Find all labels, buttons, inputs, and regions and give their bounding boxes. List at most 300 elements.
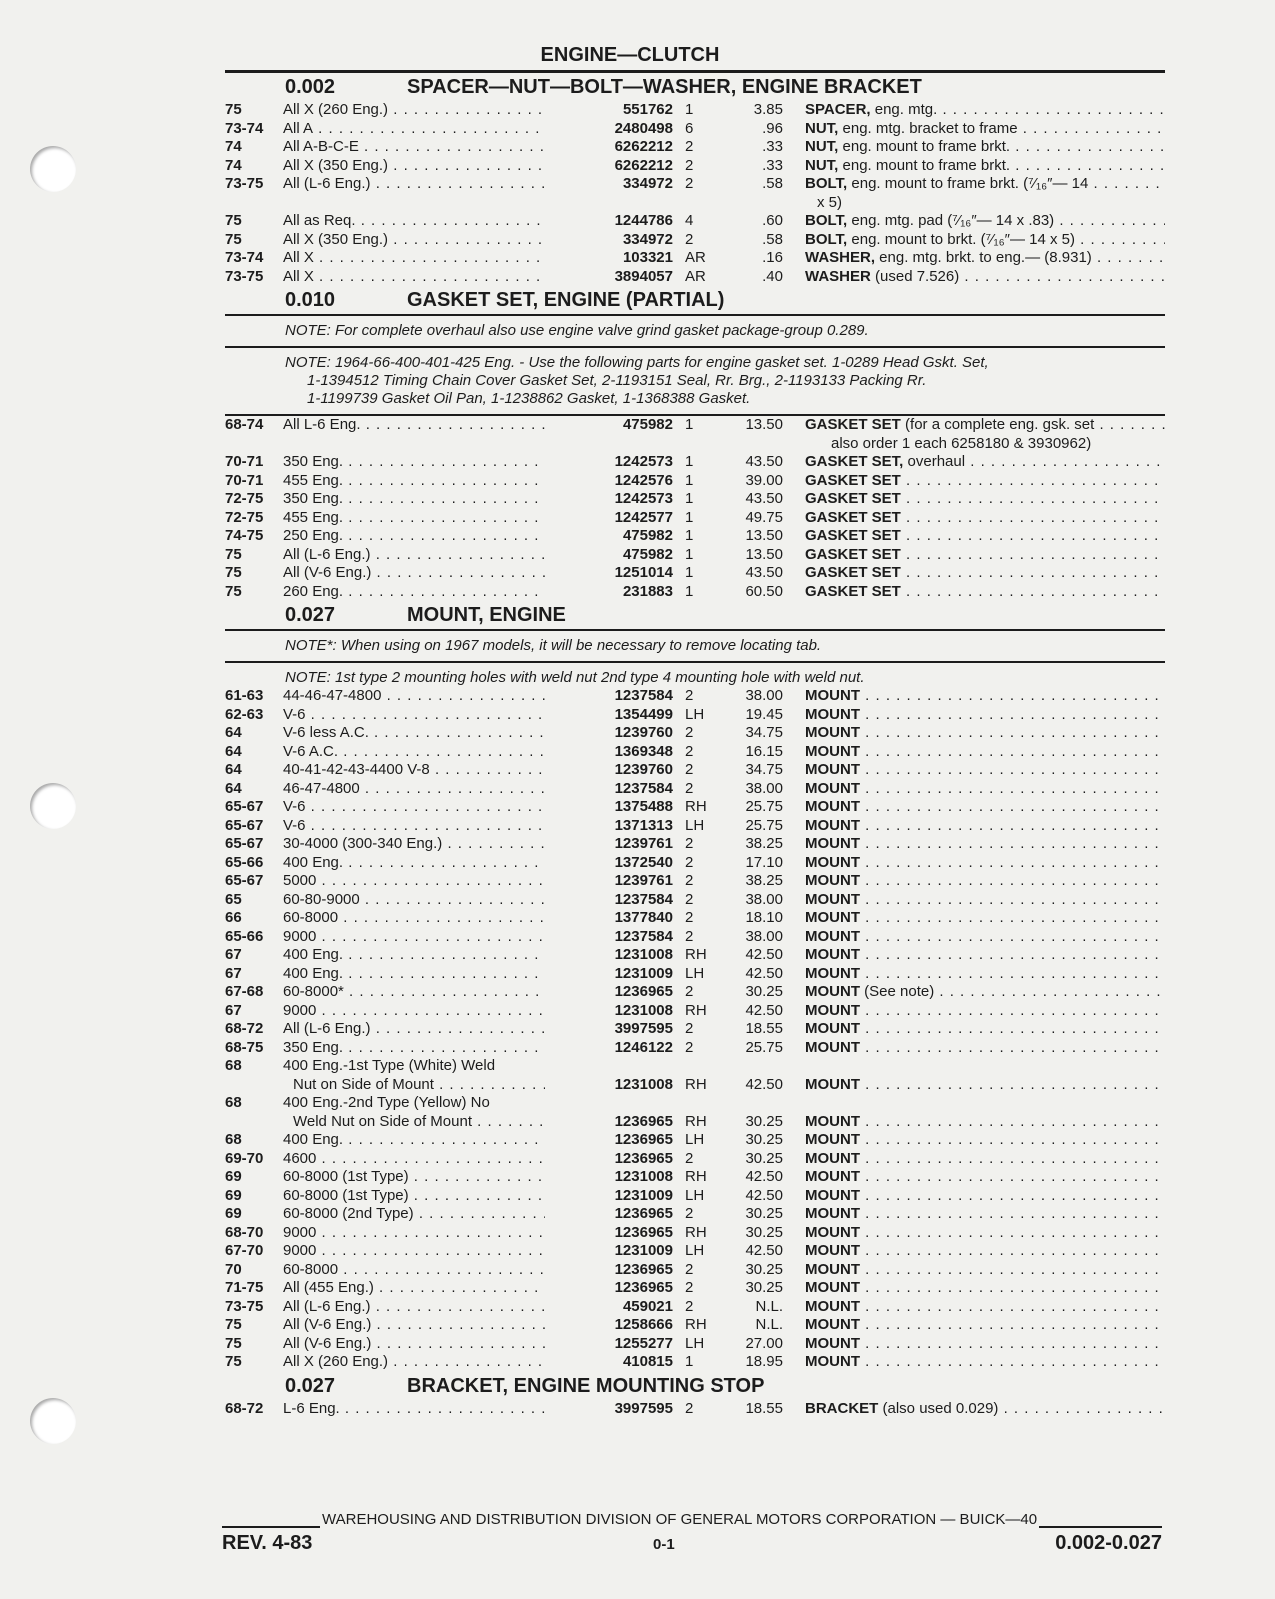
description-line — [805, 1335, 1165, 1354]
part-number: 6262212 — [614, 156, 673, 174]
description-line — [805, 1113, 1165, 1132]
application — [283, 965, 545, 984]
application — [283, 1400, 545, 1419]
quantity: LH — [685, 1186, 705, 1204]
model-year: 68-75 — [225, 1038, 264, 1056]
spacer — [783, 1298, 805, 1317]
description-name: MOUNT — [805, 705, 860, 723]
model-year: 68 — [225, 1057, 242, 1074]
quantity: 2 — [685, 1279, 694, 1296]
description — [805, 1316, 1165, 1335]
model-year: 74 — [225, 156, 242, 174]
part-number: 1236965 — [614, 983, 673, 1000]
parts-row — [225, 490, 1165, 509]
application — [283, 1261, 545, 1280]
description-name: MOUNT — [805, 687, 860, 704]
description-line — [805, 1131, 1165, 1150]
description-line — [805, 928, 1165, 947]
model-year: 67 — [225, 964, 242, 982]
part-number: 6262212 — [614, 138, 673, 155]
description-name: BOLT, — [805, 230, 848, 248]
model-year: 68 — [225, 1094, 242, 1111]
model-year: 64 — [225, 779, 242, 797]
parts-row — [225, 724, 1165, 743]
group-name: MOUNT, ENGINE — [407, 604, 566, 626]
parts-row — [225, 1039, 1165, 1058]
application-text: All (V-6 Eng.) . . . — [283, 1316, 545, 1333]
spacer — [783, 120, 805, 139]
application — [283, 1002, 545, 1021]
group-header — [225, 73, 1165, 101]
application-text: 9000 . . . — [283, 1002, 545, 1019]
price: 25.75 — [745, 1038, 783, 1056]
application — [283, 212, 545, 231]
description-line — [805, 983, 1165, 1002]
model-year: 73-74 — [225, 119, 264, 137]
price: .40 — [762, 267, 783, 285]
price: 16.15 — [745, 742, 783, 760]
application — [283, 872, 545, 891]
revision-label: REV. 4-83 — [222, 1532, 313, 1554]
application-text: 9000 . . . — [283, 928, 545, 945]
application-text: 400 Eng. . . . — [283, 946, 545, 963]
description — [805, 1335, 1165, 1354]
price: 25.75 — [745, 816, 783, 834]
description-name: NUT, — [805, 156, 839, 174]
spacer — [783, 546, 805, 565]
description-line — [805, 872, 1165, 891]
quantity: RH — [685, 1168, 707, 1185]
description-name: MOUNT — [805, 742, 860, 760]
price: 30.25 — [745, 1223, 783, 1241]
model-year: 64 — [225, 724, 242, 741]
description — [805, 761, 1165, 780]
spacer — [783, 1261, 805, 1280]
parts-row — [225, 546, 1165, 565]
quantity: LH — [685, 705, 705, 723]
part-number: 2480498 — [614, 119, 673, 137]
spacer — [783, 1316, 805, 1335]
description-name: MOUNT — [805, 1242, 860, 1259]
application — [283, 761, 545, 780]
price: 42.50 — [745, 1242, 783, 1259]
group-number: 0.027 — [285, 1374, 336, 1397]
description-line — [805, 1039, 1165, 1058]
spacer — [783, 1224, 805, 1243]
description — [805, 872, 1165, 891]
application — [283, 983, 545, 1002]
description — [805, 1242, 1165, 1261]
binder-hole — [30, 783, 76, 829]
application — [283, 928, 545, 947]
model-year: 75 — [225, 230, 242, 248]
parts-row — [225, 928, 1165, 947]
description — [805, 983, 1165, 1002]
price: N.L. — [755, 1316, 783, 1333]
spacer — [783, 249, 805, 268]
application-line: Nut on Side of Mount . . . — [283, 1076, 545, 1095]
application — [283, 175, 545, 212]
model-year: 69 — [225, 1205, 242, 1222]
price: 42.50 — [745, 1186, 783, 1204]
part-number: 1255277 — [614, 1334, 673, 1352]
parts-row — [225, 891, 1165, 910]
parts-row — [225, 798, 1165, 817]
application-text: 46-47-4800 . . . — [283, 780, 545, 797]
part-number: 410815 — [622, 1353, 673, 1370]
model-year: 75 — [225, 545, 242, 563]
parts-row — [225, 212, 1165, 231]
application — [283, 1094, 545, 1131]
parts-row — [225, 687, 1165, 706]
parts-row — [225, 1020, 1165, 1039]
description-line — [805, 527, 1165, 546]
description — [805, 120, 1165, 139]
model-year: 68-72 — [225, 1399, 264, 1417]
description-detail: eng. mount to brkt. (⁷⁄₁₆″— 14 x 5) — [847, 230, 1075, 248]
spacer — [783, 817, 805, 836]
quantity: 2 — [685, 1297, 694, 1315]
description-name: NUT, — [805, 119, 839, 137]
description — [805, 687, 1165, 706]
quantity: 1 — [685, 564, 694, 581]
parts-row — [225, 761, 1165, 780]
description-name: GASKET SET, — [805, 453, 904, 470]
part-number: 1231009 — [614, 1186, 673, 1204]
application-text: 44-46-47-4800 . . . — [283, 687, 545, 704]
application — [283, 1205, 545, 1224]
spacer — [783, 687, 805, 706]
part-number: 1239760 — [614, 761, 673, 778]
description-name: MOUNT — [805, 1131, 860, 1148]
parts-catalog-page — [225, 40, 1165, 1418]
model-year: 73-75 — [225, 267, 264, 285]
application-text: 455 Eng. . . . — [283, 509, 545, 526]
quantity: 2 — [685, 1260, 694, 1278]
note: NOTE: 1st type 2 mounting holes with weld nut 2nd type 4 mounting hole with weld nut. — [285, 669, 865, 686]
parts-row — [225, 175, 1165, 212]
spacer — [783, 101, 805, 120]
quantity: 2 — [685, 983, 694, 1000]
parts-row — [225, 1187, 1165, 1206]
part-number: 1375488 — [614, 798, 673, 815]
parts-row — [225, 983, 1165, 1002]
quantity: 2 — [685, 742, 694, 760]
parts-row — [225, 1057, 1165, 1094]
application — [283, 138, 545, 157]
model-year: 65-66 — [225, 853, 264, 871]
quantity: RH — [685, 1112, 707, 1130]
spacer — [783, 706, 805, 725]
model-year: 74-75 — [225, 527, 264, 544]
application — [283, 101, 545, 120]
description-name: MOUNT — [805, 1112, 860, 1130]
quantity: RH — [685, 1223, 707, 1241]
part-number: 1242573 — [614, 490, 673, 507]
model-year: 68-74 — [225, 416, 264, 433]
price: 42.50 — [745, 964, 783, 982]
spacer — [783, 1020, 805, 1039]
application — [283, 527, 545, 546]
model-year: 68-72 — [225, 1020, 264, 1037]
description-name: GASKET SET — [805, 490, 901, 507]
group-header — [225, 601, 1165, 629]
price: 18.55 — [745, 1399, 783, 1417]
price: 13.50 — [745, 416, 783, 433]
description-detail: (See note) — [860, 983, 935, 1000]
quantity: RH — [685, 1001, 707, 1019]
part-number: 1231008 — [614, 946, 673, 963]
description-name: MOUNT — [805, 890, 860, 908]
parts-row — [225, 138, 1165, 157]
part-number: 1354499 — [614, 705, 673, 723]
quantity: 2 — [685, 927, 694, 945]
description-name: MOUNT — [805, 909, 860, 926]
model-year: 65-67 — [225, 816, 264, 834]
parts-row — [225, 1150, 1165, 1169]
part-number: 1236965 — [614, 1223, 673, 1241]
description-name: GASKET SET — [805, 416, 901, 433]
quantity: 2 — [685, 724, 694, 741]
part-number: 1236965 — [614, 1112, 673, 1130]
parts-row — [225, 1261, 1165, 1280]
parts-row — [225, 1002, 1165, 1021]
application-text: 260 Eng. . . . — [283, 583, 545, 600]
quantity: 2 — [685, 230, 694, 248]
description-detail: eng. mtg. pad (⁷⁄₁₆″— 14 x .83) — [847, 212, 1055, 229]
description-line — [805, 891, 1165, 910]
quantity: 2 — [685, 156, 694, 174]
application — [283, 1279, 545, 1298]
description-name: MOUNT — [805, 1334, 860, 1352]
description-line — [805, 724, 1165, 743]
part-number: 1239761 — [614, 835, 673, 852]
catalog-content — [225, 73, 1165, 1418]
description-name: MOUNT — [805, 1020, 860, 1037]
quantity: 2 — [685, 138, 694, 155]
description-name: GASKET SET — [805, 527, 901, 544]
parts-row — [225, 1224, 1165, 1243]
description-name: MOUNT — [805, 779, 860, 797]
description-name: WASHER, — [805, 249, 876, 266]
model-year: 65-67 — [225, 835, 264, 852]
page-number: 0-1 — [652, 1536, 675, 1553]
price: 30.25 — [745, 1149, 783, 1167]
spacer — [783, 453, 805, 472]
application-text: All as Req. . . . — [283, 212, 545, 229]
application-text: 60-80-9000 . . . — [283, 891, 545, 908]
description-line — [805, 157, 1165, 176]
part-number: 1231008 — [614, 1001, 673, 1019]
application — [283, 817, 545, 836]
description-line — [805, 472, 1165, 491]
model-year: 69 — [225, 1186, 242, 1204]
description-name: GASKET SET — [805, 545, 901, 563]
description — [805, 509, 1165, 528]
application-text: V-6 . . . — [283, 706, 545, 723]
description-name: MOUNT — [805, 983, 860, 1000]
application-line: 400 Eng.-1st Type (White) Weld — [283, 1057, 496, 1074]
spacer — [783, 583, 805, 602]
application-text: All A . . . — [283, 120, 545, 137]
model-year: 73-75 — [225, 1297, 264, 1315]
quantity: 2 — [685, 909, 694, 926]
model-year: 74 — [225, 138, 242, 155]
model-year: 72-75 — [225, 508, 264, 526]
quantity: RH — [685, 946, 707, 963]
quantity: 1 — [685, 1353, 694, 1370]
model-year: 65 — [225, 890, 242, 908]
description-line — [805, 416, 1165, 435]
application — [283, 1335, 545, 1354]
description-line — [805, 1168, 1165, 1187]
group-number: 0.027 — [285, 604, 336, 626]
group-range: 0.002-0.027 — [1055, 1532, 1162, 1554]
application-text: 250 Eng. . . . — [283, 527, 545, 544]
description-line — [805, 231, 1165, 250]
description-line — [805, 1020, 1165, 1039]
spacer — [783, 564, 805, 583]
application-text: 60-8000 . . . — [283, 909, 545, 926]
spacer — [783, 1057, 805, 1094]
model-year: 70-71 — [225, 471, 264, 489]
description-line: also order 1 each 6258180 & 3930962) — [831, 434, 1092, 452]
part-number: 551762 — [622, 101, 673, 118]
description-name: BOLT, — [805, 175, 848, 192]
description-line — [805, 1298, 1165, 1317]
model-year: 72-75 — [225, 490, 264, 507]
model-year: 75 — [225, 582, 242, 600]
spacer — [783, 268, 805, 287]
spacer — [783, 743, 805, 762]
part-number: 1236965 — [614, 1149, 673, 1167]
model-year: 67 — [225, 946, 242, 963]
description-line — [805, 212, 1165, 231]
description-line — [805, 706, 1165, 725]
parts-row — [225, 706, 1165, 725]
part-number: 334972 — [622, 230, 673, 248]
description-line — [805, 1224, 1165, 1243]
description — [805, 928, 1165, 947]
application-text: 9000 . . . — [283, 1242, 545, 1259]
model-year: 75 — [225, 564, 242, 581]
parts-row — [225, 965, 1165, 984]
application — [283, 1224, 545, 1243]
description — [805, 1353, 1165, 1372]
spacer — [783, 872, 805, 891]
price: 30.25 — [745, 1205, 783, 1222]
parts-row — [225, 1279, 1165, 1298]
part-number: 1237584 — [614, 779, 673, 797]
model-year: 65-67 — [225, 798, 264, 815]
description-detail: eng. mtg. — [870, 101, 938, 118]
application — [283, 583, 545, 602]
model-year: 75 — [225, 101, 242, 118]
spacer — [783, 1205, 805, 1224]
spacer — [783, 175, 805, 212]
part-number: 1377840 — [614, 909, 673, 926]
description-line — [805, 1187, 1165, 1206]
description — [805, 583, 1165, 602]
description — [805, 817, 1165, 836]
spacer — [783, 835, 805, 854]
description-name: GASKET SET — [805, 582, 901, 600]
application — [283, 453, 545, 472]
application-text: All (455 Eng.) . . . — [283, 1279, 545, 1296]
description-name: MOUNT — [805, 1038, 860, 1056]
application — [283, 546, 545, 565]
price: 17.10 — [745, 853, 783, 871]
application — [283, 891, 545, 910]
description-line — [805, 1316, 1165, 1335]
quantity: LH — [685, 964, 705, 982]
quantity: 2 — [685, 1399, 694, 1417]
application — [283, 1353, 545, 1372]
part-number: 1237584 — [614, 890, 673, 908]
description-line — [805, 1242, 1165, 1261]
description-name: NUT, — [805, 138, 839, 155]
price: 43.50 — [745, 490, 783, 507]
application-text: 60-8000 (2nd Type) . . . — [283, 1205, 545, 1222]
application-text: All X (350 Eng.) . . . — [283, 231, 545, 248]
note-line: 1-1199739 Gasket Oil Pan, 1-1238862 Gasket, 1-1368388 Gasket. — [307, 390, 751, 407]
application-text: All (L-6 Eng.) . . . — [283, 175, 545, 192]
description-line — [805, 1150, 1165, 1169]
spacer — [783, 798, 805, 817]
price: 43.50 — [745, 453, 783, 470]
parts-row — [225, 1316, 1165, 1335]
application — [283, 706, 545, 725]
spacer — [783, 157, 805, 176]
model-year: 69-70 — [225, 1149, 264, 1167]
description — [805, 798, 1165, 817]
application — [283, 1131, 545, 1150]
quantity: 1 — [685, 582, 694, 600]
parts-row — [225, 1242, 1165, 1261]
quantity: 2 — [685, 779, 694, 797]
parts-row — [225, 268, 1165, 287]
spacer — [783, 416, 805, 453]
quantity: RH — [685, 1075, 707, 1093]
description — [805, 1020, 1165, 1039]
application-text: 350 Eng. . . . — [283, 453, 545, 470]
price: N.L. — [755, 1297, 783, 1315]
description — [805, 835, 1165, 854]
description-name: MOUNT — [805, 1260, 860, 1278]
application-text: All X (350 Eng.) . . . — [283, 157, 545, 174]
spacer — [783, 891, 805, 910]
quantity: AR — [685, 267, 706, 285]
price: 30.25 — [745, 1279, 783, 1296]
description — [805, 101, 1165, 120]
binder-hole — [30, 146, 76, 192]
quantity: AR — [685, 249, 706, 266]
quantity: 4 — [685, 212, 694, 229]
parts-row — [225, 780, 1165, 799]
model-year: 67 — [225, 1001, 242, 1019]
model-year: 67-68 — [225, 983, 264, 1000]
application-text: All (L-6 Eng.) . . . — [283, 1298, 545, 1315]
price: 38.25 — [745, 872, 783, 889]
quantity: 2 — [685, 835, 694, 852]
description — [805, 1298, 1165, 1317]
price: 34.75 — [745, 761, 783, 778]
description-detail: eng. mtg. brkt. to eng.— (8.931) — [875, 249, 1092, 266]
description-name: MOUNT — [805, 964, 860, 982]
price: 18.10 — [745, 909, 783, 926]
part-number: 1244786 — [614, 212, 673, 229]
description — [805, 946, 1165, 965]
